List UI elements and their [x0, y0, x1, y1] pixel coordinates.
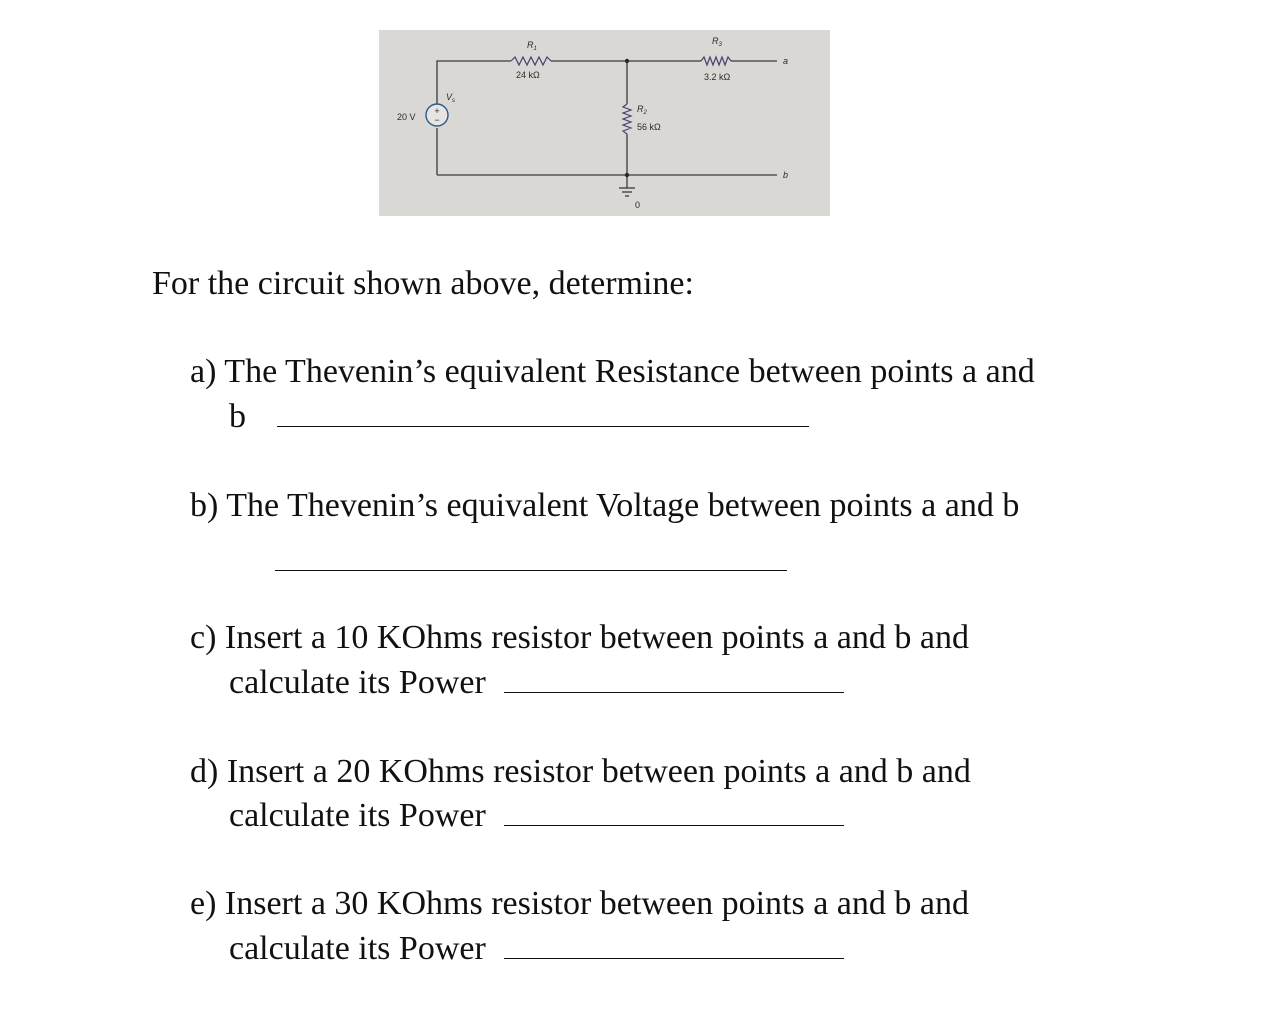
source-plus-sign: + — [434, 106, 440, 116]
question-c-line2 — [229, 661, 844, 705]
r2-label: $R_2$ — [637, 104, 647, 116]
r1-label: $R_1$ — [527, 40, 537, 52]
r1-value: 24 kΩ — [516, 70, 540, 80]
answer-e-blank[interactable] — [504, 928, 844, 959]
answer-b-blank[interactable] — [275, 540, 787, 571]
intro-text: For the circuit shown above, determine: — [152, 265, 694, 302]
source-value: 20 V — [397, 112, 416, 122]
question-d-line2 — [229, 794, 844, 838]
circuit-figure — [379, 30, 830, 216]
answer-d-blank[interactable] — [504, 795, 844, 826]
r3-value: 3.2 kΩ — [704, 72, 731, 82]
question-d-line1: d) Insert a 20 KOhms resistor between points a and b and — [190, 753, 971, 790]
wire-top-left — [437, 61, 511, 118]
r2-value: 56 kΩ — [637, 122, 661, 132]
question-a-line2 — [229, 395, 809, 439]
question-e-text: calculate its Power — [229, 930, 486, 967]
resistor-r3 — [701, 57, 731, 65]
question-a-b-text: b — [229, 398, 246, 435]
question-c-line1: c) Insert a 10 KOhms resistor between points a and b and — [190, 619, 969, 656]
source-minus-sign: − — [434, 115, 440, 125]
question-c-text: calculate its Power — [229, 664, 486, 701]
resistor-r2 — [623, 104, 631, 134]
circuit-diagram — [379, 30, 830, 216]
terminal-b-label: b — [783, 170, 789, 180]
question-b-line1: b) The Thevenin’s equivalent Voltage between points a and b — [190, 487, 1020, 524]
question-d-text: calculate its Power — [229, 797, 486, 834]
question-a-line1: a) The Thevenin’s equivalent Resistance between points a and — [190, 353, 1035, 390]
node-bottom — [625, 173, 629, 177]
node-top — [625, 59, 629, 63]
answer-a-blank[interactable] — [277, 396, 809, 427]
answer-c-blank[interactable] — [504, 662, 844, 693]
source-label: $V_s$ — [446, 92, 456, 104]
r3-label: $R_3$ — [712, 36, 722, 48]
question-e-line1: e) Insert a 30 KOhms resistor between points a and b and — [190, 885, 969, 922]
resistor-r1 — [511, 57, 551, 65]
ground-label: 0 — [635, 200, 641, 210]
terminal-a-label: a — [783, 56, 789, 66]
question-e-line2 — [229, 927, 844, 971]
